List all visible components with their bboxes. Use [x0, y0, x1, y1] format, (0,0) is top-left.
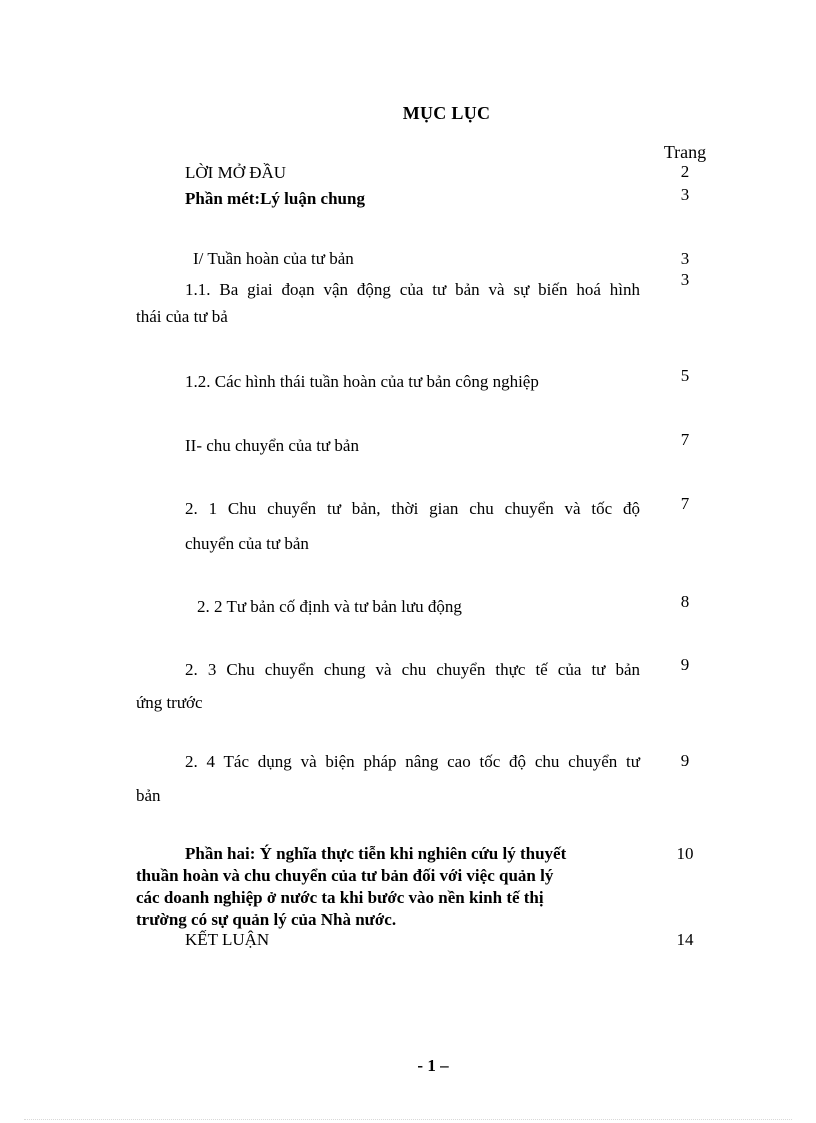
toc-entry-phan-hai-line2: thuần hoàn và chu chuyển của tư bản đối với việc quản lý	[136, 866, 554, 885]
toc-page-2-2: 8	[680, 592, 690, 611]
toc-page-1-2: 5	[680, 366, 690, 385]
toc-entry-2-3-line1: 2. 3 Chu chuyển chung và chu chuyển thực tế của tư bản	[185, 660, 640, 679]
bottom-divider	[24, 1119, 792, 1120]
page-title: MỤC LỤC	[402, 103, 491, 123]
toc-page-section-2: 7	[680, 430, 690, 449]
toc-entry-phan-hai-line1: Phần hai: Ý nghĩa thực tiễn khi nghiên cứu lý thuyết	[185, 844, 567, 863]
toc-page-2-3: 9	[680, 655, 690, 674]
toc-page-ket-luan: 14	[676, 930, 694, 949]
toc-entry-phan-hai-line4: trường có sự quản lý của Nhà nước.	[136, 910, 397, 929]
toc-entry-2-1-line1: 2. 1 Chu chuyển tư bản, thời gian chu chuyển và tốc độ	[185, 499, 640, 518]
toc-entry-2-3-line2: ứng trước	[136, 693, 203, 712]
toc-entry-1-1-line2: thái của tư bả	[136, 307, 228, 326]
page-column-header: Trang	[663, 142, 707, 162]
toc-page-loi-mo-dau: 2	[680, 162, 690, 181]
toc-page-section-1: 3	[680, 249, 690, 268]
toc-entry-2-2: 2. 2 Tư bản cố định và tư bản lưu động	[197, 597, 462, 616]
toc-entry-phan-mot: Phần mét:Lý luận chung	[185, 189, 365, 208]
footer-page-number: - 1 –	[417, 1056, 449, 1075]
toc-entry-phan-hai-line3: các doanh nghiệp ở nước ta khi bước vào nền kinh tế thị	[136, 888, 544, 907]
toc-entry-loi-mo-dau: LỜI MỞ ĐẦU	[185, 163, 287, 182]
toc-entry-ket-luan: KẾT LUẬN	[185, 930, 270, 949]
toc-entry-1-2: 1.2. Các hình thái tuần hoàn của tư bản công nghiệp	[185, 372, 539, 391]
toc-entry-2-4-line2: bản	[136, 786, 161, 805]
toc-entry-2-4-line1: 2. 4 Tác dụng và biện pháp nâng cao tốc độ chu chuyển tư	[185, 752, 640, 771]
toc-page-1-1: 3	[680, 270, 690, 289]
toc-page-2-1: 7	[680, 494, 690, 513]
toc-entry-2-1-line2: chuyển của tư bản	[185, 534, 309, 553]
toc-entry-section-1: I/ Tuần hoàn của tư bản	[193, 249, 354, 268]
toc-page-2-4: 9	[680, 751, 690, 770]
toc-entry-phan-hai	[136, 843, 616, 931]
toc-entry-1-1-line1: 1.1. Ba giai đoạn vận động của tư bản và sự biến hoá hình	[185, 280, 640, 299]
toc-entry-section-2: II- chu chuyển của tư bản	[185, 436, 359, 455]
toc-page-phan-hai: 10	[676, 844, 694, 863]
toc-page-phan-mot: 3	[680, 185, 690, 204]
